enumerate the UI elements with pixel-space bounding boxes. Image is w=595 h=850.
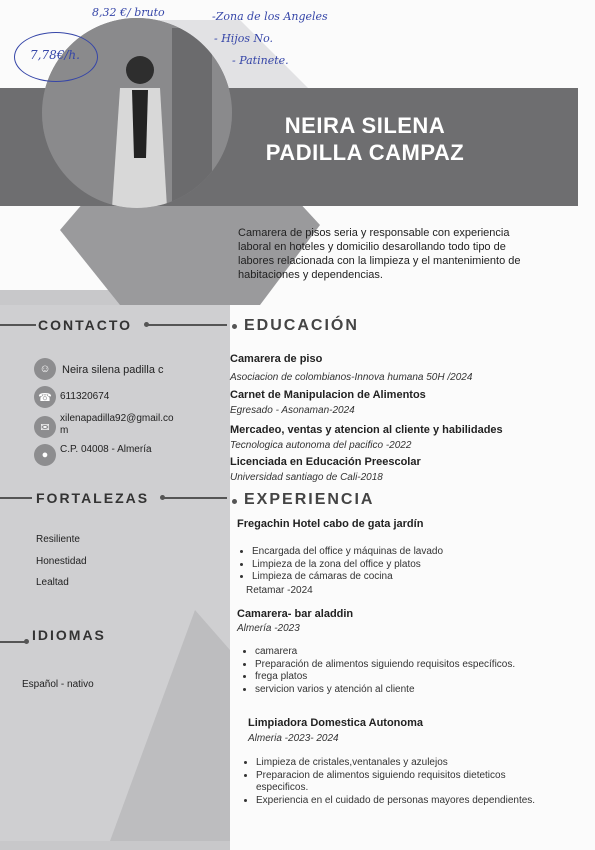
- strengths-heading: FORTALEZAS: [36, 490, 150, 506]
- job-sub: Almeria -2023- 2024: [248, 733, 339, 744]
- job-bullets: [242, 757, 556, 807]
- handwritten-note-1: -Zona de los Angeles: [212, 10, 328, 23]
- strengths-dot: [160, 495, 165, 500]
- education-title: Camarera de piso: [230, 353, 323, 365]
- education-sub: Tecnologica autonoma del pacifico -2022: [230, 440, 412, 451]
- contact-line-left: [0, 324, 36, 326]
- handwritten-rate: 8,32 €/ bruto: [92, 6, 165, 19]
- job-bullet: • servicion varios y atención al cliente: [255, 684, 575, 697]
- strength-item: Resiliente: [36, 534, 80, 545]
- job-bullet: • Experiencia en el cuidado de personas mayores dependientes.: [256, 795, 556, 808]
- job-bullet: • Limpieza de cámaras de cocina: [252, 571, 552, 584]
- mail-icon: ✉: [34, 416, 56, 438]
- job-sub: Almería -2023: [237, 623, 300, 634]
- job-bullet: • Preparacion de alimentos siguiendo requisitos dieteticos especificos.: [256, 770, 556, 795]
- education-title: Carnet de Manipulacion de Alimentos: [230, 389, 426, 401]
- profile-summary: Camarera de pisos seria y responsable con experiencia laboral en hoteles y domicilio desarollando todo tipo de labores relacionada con la limpieza y el mantenimiento de habitaciones y dependencias.: [238, 227, 521, 281]
- contact-dot: [144, 322, 149, 327]
- name-line-1: NEIRA SILENA: [284, 113, 446, 138]
- education-sub: Egresado - Asonaman-2024: [230, 405, 355, 416]
- job-bullet: • camarera: [255, 646, 575, 659]
- contact-heading: CONTACTO: [38, 317, 133, 333]
- handwritten-note-3: - Patinete.: [232, 54, 289, 67]
- education-dot: [232, 324, 237, 329]
- strengths-line-right: [163, 497, 227, 499]
- job-bullet: • frega platos: [255, 671, 575, 684]
- job-title: Limpiadora Domestica Autonoma: [248, 717, 424, 729]
- strength-item: Honestidad: [36, 556, 87, 567]
- phone-icon: ☎: [34, 386, 56, 408]
- education-sub: Universidad santiago de Cali-2018: [230, 472, 383, 483]
- contact-location: C.P. 04008 - Almería: [60, 444, 152, 455]
- contact-name: Neira silena padilla c: [62, 364, 164, 376]
- contact-line-right: [147, 324, 227, 326]
- language-item: Español - nativo: [22, 679, 94, 690]
- job-bullet: • Preparación de alimentos siguiendo requisitos específicos.: [255, 659, 575, 672]
- name-line-2: PADILLA CAMPAZ: [265, 140, 465, 165]
- job-bullet: • Limpieza de cristales,ventanales y azulejos: [256, 757, 556, 770]
- experience-dot: [232, 499, 237, 504]
- job-bullets: [238, 546, 552, 584]
- job-bullets: [241, 646, 575, 696]
- strengths-line-left: [0, 497, 32, 499]
- location-icon: ●: [34, 444, 56, 466]
- job-title: Fregachin Hotel cabo de gata jardín: [237, 518, 424, 530]
- experience-heading: EXPERIENCIA: [244, 491, 375, 508]
- handwritten-note-2: - Hijos No.: [214, 32, 274, 45]
- contact-email: xilenapadilla92@gmail.co m: [60, 413, 174, 436]
- contact-item-phone: [34, 386, 56, 408]
- job-title: Camarera- bar aladdin: [237, 608, 354, 620]
- job-bullet: • Encargada del office y máquinas de lavado: [252, 546, 552, 559]
- contact-item-mail: [34, 416, 56, 438]
- handwritten-circled-rate: 7,78€/h.: [30, 48, 80, 62]
- contact-item-name: [34, 358, 56, 380]
- job-bullet: • Limpieza de la zona del office y platos: [252, 559, 552, 572]
- education-heading: EDUCACIÓN: [244, 317, 359, 334]
- languages-heading: IDIOMAS: [32, 627, 106, 643]
- education-sub: Asociacion de colombianos-Innova humana 50H /2024: [230, 372, 473, 383]
- education-title: Licenciada en Educación Preescolar: [230, 456, 421, 468]
- job-location: Retamar -2024: [246, 585, 313, 596]
- education-title: Mercadeo, ventas y atencion al cliente y habilidades: [230, 424, 503, 436]
- strength-item: Lealtad: [36, 577, 69, 588]
- languages-dot: [24, 639, 29, 644]
- user-icon: ☺: [34, 358, 56, 380]
- contact-phone: 611320674: [60, 391, 110, 402]
- full-name: [215, 112, 515, 166]
- contact-item-location: [34, 444, 56, 466]
